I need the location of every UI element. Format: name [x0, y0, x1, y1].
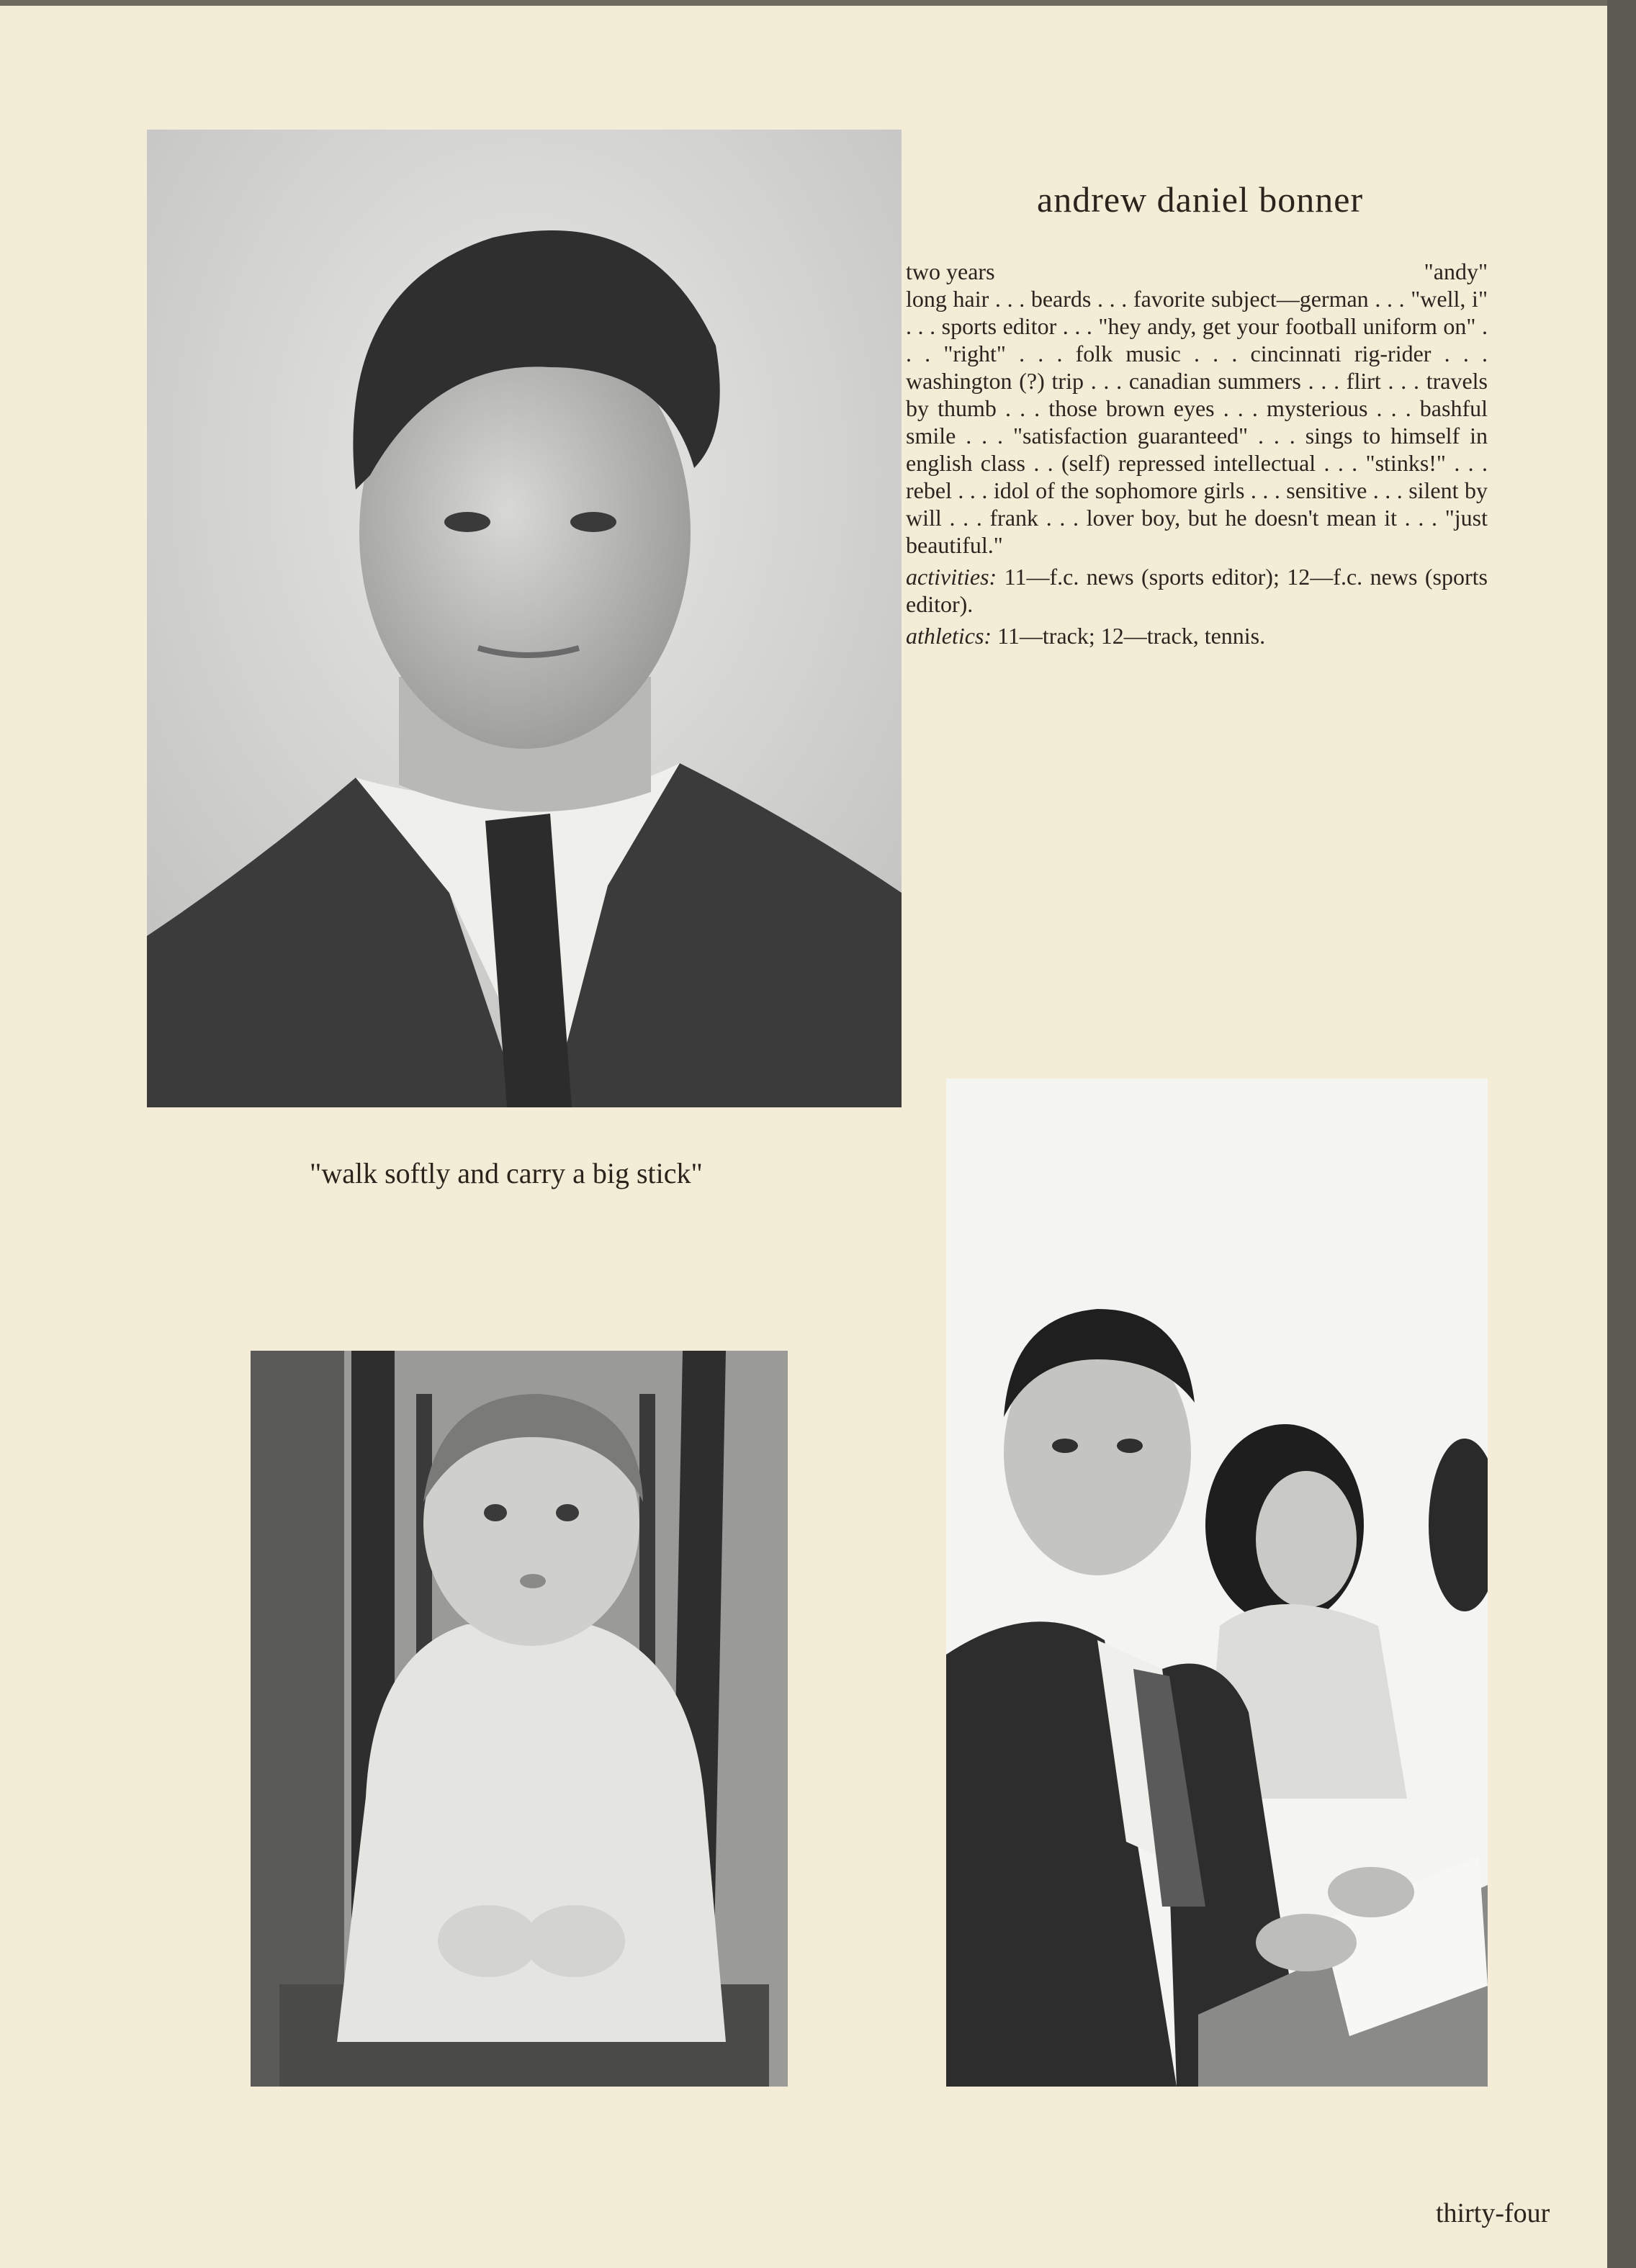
baby-photo [251, 1351, 788, 2087]
athletics-text: 11—track; 12—track, tennis. [997, 623, 1266, 649]
senior-quote: "walk softly and carry a big stick" [310, 1157, 703, 1189]
biography [906, 258, 1488, 649]
activities-label: activities: [906, 564, 997, 590]
page-right-edge [1607, 0, 1636, 2268]
page-number: thirty-four [1436, 2198, 1550, 2228]
senior-portrait-photo [147, 130, 902, 1107]
activities-line [906, 563, 1488, 618]
page-top-edge [0, 0, 1636, 6]
nickname: "andy" [1424, 258, 1488, 284]
student-name: andrew daniel bonner [1037, 179, 1364, 220]
candid-photo [946, 1079, 1488, 2087]
athletics-line [906, 622, 1488, 649]
athletics-label: athletics: [906, 623, 992, 649]
bio-description: long hair . . . beards . . . favorite subject—german . . . "well, i" . . . sports editor . . . "hey andy, get your football uniform on" . . . "right" . . . folk music . . . cincinnati rig-rider . . . washington (?) trip . . . canadian summers . . . flirt . . . travels by thumb . . . those brown eyes . . . mysterious . . . bashful smile . . . "satisfaction guaranteed" . . . sings to himself in english class . . (self) repressed intellectual . . . "stinks!" . . . rebel . . . idol of the sophomore girls . . . sensitive . . . silent by will . . . frank . . . lover boy, but he doesn't mean it . . . "just beautiful." [906, 286, 1488, 558]
activities-text: 11—f.c. news (sports editor); 12—f.c. news (sports editor). [906, 564, 1488, 617]
years-attended: two years [906, 258, 995, 284]
bio-header-row [906, 258, 1488, 285]
